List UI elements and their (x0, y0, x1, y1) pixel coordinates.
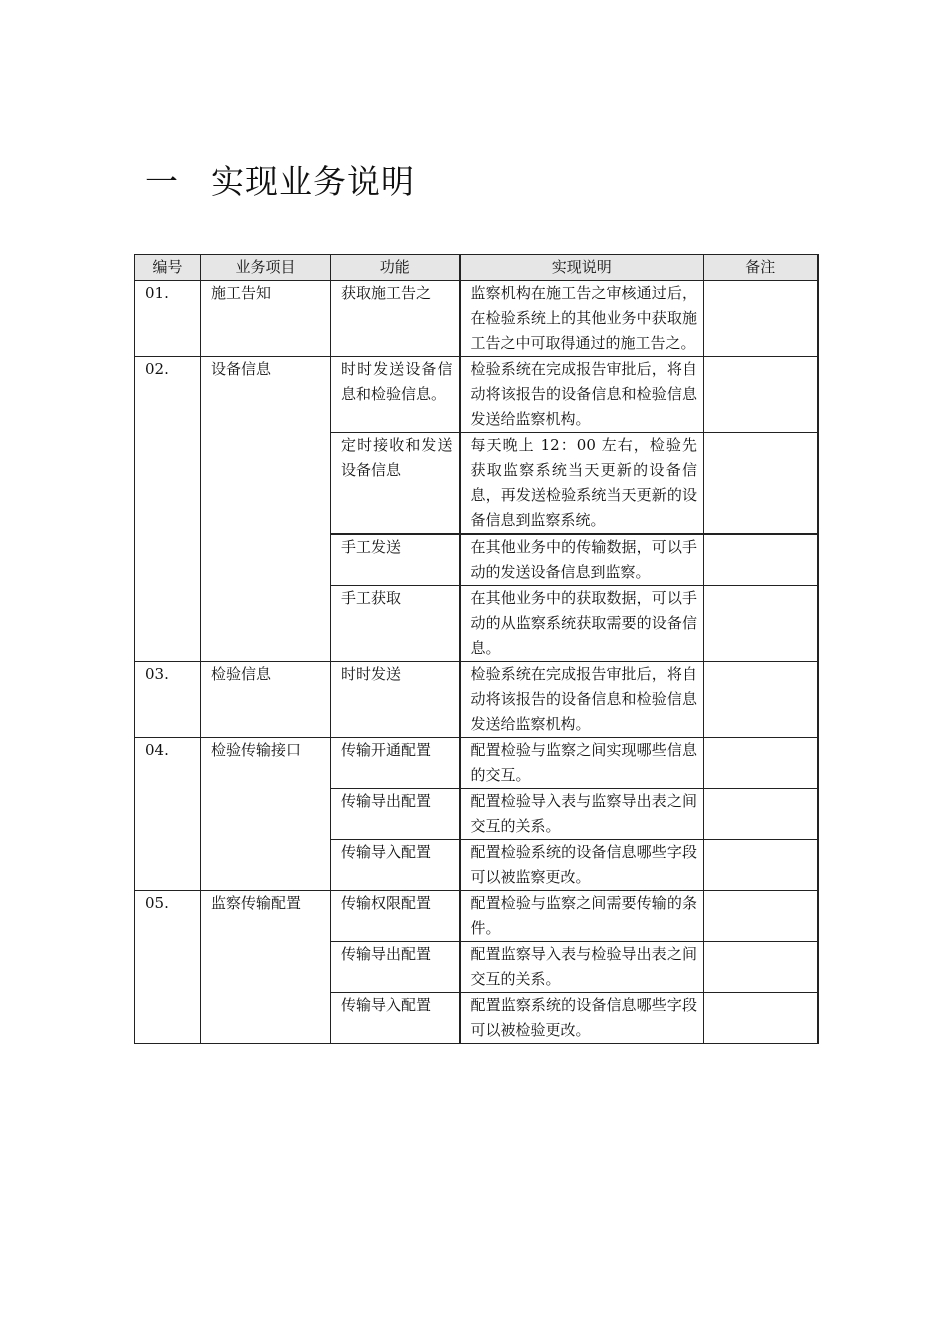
row-description: 每天晚上 12：00 左右，检验先获取监察系统当天更新的设备信息，再发送检验系统当天更新的设备信息到监察系统。 (460, 433, 704, 535)
row-function: 获取施工告之 (331, 281, 460, 357)
row-description: 配置检验与监察之间实现哪些信息的交互。 (460, 738, 704, 789)
row-item: 检验信息 (201, 662, 331, 738)
header-note: 备注 (704, 255, 818, 281)
business-table (134, 254, 819, 1044)
row-item: 监察传输配置 (201, 891, 331, 1044)
row-note (704, 281, 818, 357)
row-function: 传输导入配置 (331, 840, 460, 891)
section-number: 一 (145, 162, 179, 201)
row-note (704, 840, 818, 891)
row-function: 传输导出配置 (331, 789, 460, 840)
row-description: 监察机构在施工告之审核通过后，在检验系统上的其他业务中获取施工告之中可取得通过的施工告之。 (460, 281, 704, 357)
header-item: 业务项目 (201, 255, 331, 281)
row-function: 传输权限配置 (331, 891, 460, 942)
row-function: 时时发送 (331, 662, 460, 738)
header-description: 实现说明 (460, 255, 704, 281)
row-item: 检验传输接口 (201, 738, 331, 891)
table-row (135, 738, 818, 789)
row-note (704, 586, 818, 662)
table-row (135, 357, 818, 433)
row-note (704, 942, 818, 993)
row-note (704, 993, 818, 1044)
table-row (135, 891, 818, 942)
row-description: 检验系统在完成报告审批后，将自动将该报告的设备信息和检验信息发送给监察机构。 (460, 662, 704, 738)
header-id: 编号 (135, 255, 201, 281)
row-item: 施工告知 (201, 281, 331, 357)
row-id: 01. (135, 281, 201, 357)
row-id: 04. (135, 738, 201, 891)
row-function: 传输导出配置 (331, 942, 460, 993)
row-function: 传输导入配置 (331, 993, 460, 1044)
table-row (135, 662, 818, 738)
row-note (704, 662, 818, 738)
row-note (704, 357, 818, 433)
row-description: 在其他业务中的传输数据，可以手动的发送设备信息到监察。 (460, 534, 704, 586)
row-note (704, 891, 818, 942)
table-header-row (135, 255, 818, 281)
row-id: 05. (135, 891, 201, 1044)
header-function: 功能 (331, 255, 460, 281)
row-item: 设备信息 (201, 357, 331, 662)
section-title: 实现业务说明 (211, 162, 415, 201)
row-id: 02. (135, 357, 201, 662)
row-note (704, 789, 818, 840)
row-id: 03. (135, 662, 201, 738)
table-row (135, 281, 818, 357)
row-description: 配置监察导入表与检验导出表之间交互的关系。 (460, 942, 704, 993)
row-description: 配置检验系统的设备信息哪些字段可以被监察更改。 (460, 840, 704, 891)
row-note (704, 534, 818, 586)
row-note (704, 433, 818, 535)
row-description: 配置检验与监察之间需要传输的条件。 (460, 891, 704, 942)
row-description: 配置监察系统的设备信息哪些字段可以被检验更改。 (460, 993, 704, 1044)
row-note (704, 738, 818, 789)
row-description: 检验系统在完成报告审批后，将自动将该报告的设备信息和检验信息发送给监察机构。 (460, 357, 704, 433)
row-description: 在其他业务中的获取数据，可以手动的从监察系统获取需要的设备信息。 (460, 586, 704, 662)
row-function: 定时接收和发送设备信息 (331, 433, 460, 535)
row-function: 传输开通配置 (331, 738, 460, 789)
row-description: 配置检验导入表与监察导出表之间交互的关系。 (460, 789, 704, 840)
row-function: 手工发送 (331, 534, 460, 586)
row-function: 时时发送设备信息和检验信息。 (331, 357, 460, 433)
section-heading (145, 160, 415, 204)
row-function: 手工获取 (331, 586, 460, 662)
